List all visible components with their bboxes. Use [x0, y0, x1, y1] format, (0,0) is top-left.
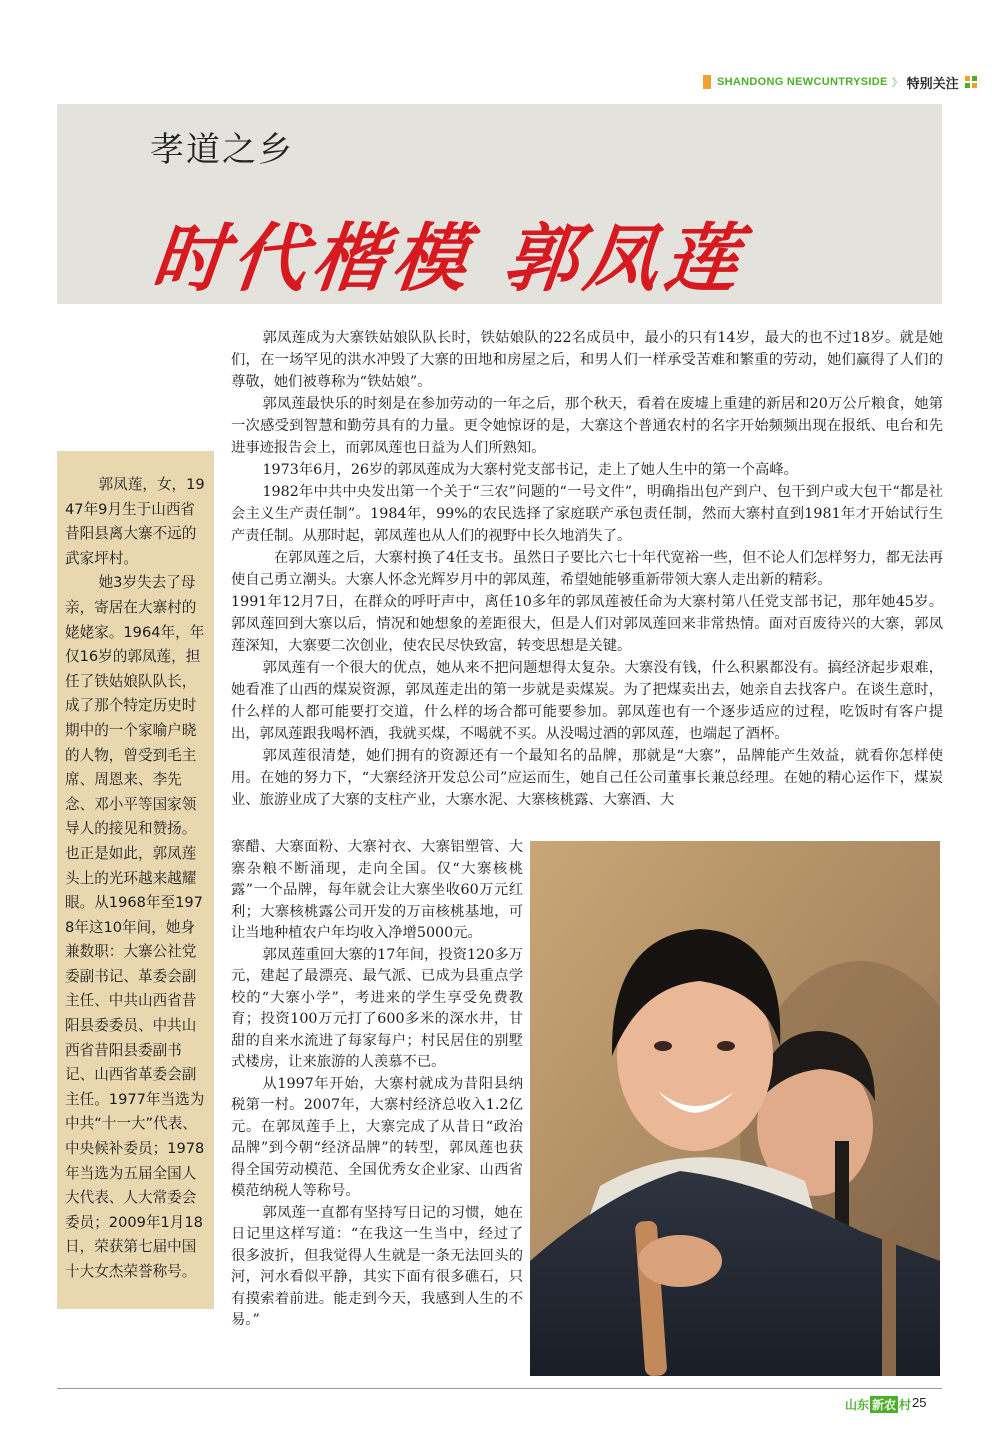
article-paragraph: 郭凤莲重回大寨的17年间，投资120多万元，建起了最漂亮、最气派、已成为县重点学校的“大寨小学”，考进来的学生享受免费教育；投资100万元打了600多米的深水井，甘甜的自来水流进了每家每户；村民居住的别墅式楼房，让来旅游的人羡慕不已。 [231, 946, 523, 1070]
article-title: 时代楷模 郭凤莲 [147, 216, 749, 302]
header-square-icon [703, 75, 711, 89]
article-body [231, 327, 943, 811]
article-paragraph: 郭凤莲有一个很大的优点，她从来不把问题想得太复杂。大寨没有钱，什么积累都没有。搞经济起步艰难，她看准了山西的煤炭资源，郭凤莲走出的第一步就是卖煤炭。为了把煤卖出去，她亲自去找客户。在谈生意时，什么样的人都可能要打交道，什么样的场合都可能要参加。郭凤莲也有一个逐步适应的过程，吃饭时有客户提出，郭凤莲跟我喝杯酒，我就买煤，不喝就不买。从没喝过酒的郭凤莲，也端起了酒杯。 [231, 660, 943, 742]
chevrons-icon: 》 [891, 76, 903, 89]
logo-text-a: 山东 [845, 1398, 870, 1412]
article-paragraph: 郭凤莲一直都有坚持写日记的习惯，她在日记里这样写道：“在我这一生当中，经过了很多波折，但我觉得人生就是一条无法回头的河，河水看似平静，其实下面有很多礁石，只有摸索着前进。能走到今天，我感到人生的不易。” [231, 1204, 523, 1328]
footer-rule [57, 1388, 942, 1389]
article-paragraph: 郭凤莲最快乐的时刻是在参加劳动的一年之后，那个秋天，看着在废墟上重建的新居和20万公斤粮食，她第一次感受到智慧和勤劳具有的力量。更令她惊讶的是，大寨这个普通农村的名字开始频频出现在报纸、电台和先进事迹报告会上，而郭凤莲也日益为人们所熟知。 [231, 396, 943, 456]
article-paragraph: 郭凤莲成为大寨铁姑娘队队长时，铁姑娘队的22名成员中，最小的只有14岁，最大的也不过18岁。就是她们，在一场罕见的洪水冲毁了大寨的田地和房屋之后，和男人们一样承受苦难和繁重的劳动，她们赢得了人们的尊敬，她们被尊称为“铁姑娘”。 [231, 330, 943, 390]
checker-deco-icon [965, 76, 977, 88]
article-paragraph: 1973年6月，26岁的郭凤莲成为大寨村党支部书记，走上了她人生中的第一个高峰。 [262, 462, 798, 478]
bio-sidebar [57, 451, 214, 1309]
bio-paragraph: 她3岁失去了母亲，寄居在大寨村的姥姥家。1964年，年仅16岁的郭凤莲，担任了铁姑娘队队长，成了那个特定历史时期中的一个家喻户晓的人物，曾受到毛主席、周恩来、李先念、邓小平等国家领导人的接见和赞扬。也正是如此，郭凤莲头上的光环越来越耀眼。从1968年至1978年这10年间，她身兼数职：大寨公社党委副书记、革委会副主任、中共山西省昔阳县委委员、中共山西省昔阳县委副书记、山西省革委会副主任。1977年当选为中共“十一大”代表、中央候补委员；1978年当选为五届全国人大代表、人大常委会委员；2009年1月18日，荣获第七届中国十大女杰荣誉称号。 [65, 574, 205, 1280]
article-paragraph: 寨醋、大寨面粉、大寨衬衣、大寨铝塑管、大寨杂粮不断涌现，走向全国。仅“大寨核桃露”一个品牌，每年就会让大寨坐收60万元红利；大寨核桃露公司开发的万亩核桃基地，可让当地种植农户年均收入净增5000元。 [231, 839, 523, 941]
article-paragraph: 从1997年开始，大寨村就成为昔阳县纳税第一村。2007年，大寨村经济总收入1.2亿元。在郭凤莲手上，大寨完成了从昔日“政治品牌”到今朝“经济品牌”的转型，郭凤莲也获得全国劳动模范、全国优秀女企业家、山西省模范纳税人等称号。 [231, 1075, 523, 1199]
title-panel [57, 104, 942, 304]
section-name-cn: 特别关注 [906, 76, 959, 92]
article-body-continued [231, 837, 523, 1332]
logo-text-c: 村 [899, 1398, 912, 1412]
article-paragraph: 郭凤莲很清楚，她们拥有的资源还有一个最知名的品牌，那就是“大寨”，品牌能产生效益，就看你怎样使用。在她的努力下，“大寨经济开发总公司”应运而生，她自己任公司董事长兼总经理。在她的精心运作下，煤炭业、旅游业成了大寨的支柱产业，大寨水泥、大寨核桃露、大寨酒、大 [231, 748, 943, 808]
page-number: 25 [912, 1395, 927, 1410]
iron-girls-photo [530, 841, 940, 1376]
bio-paragraph: 郭凤莲，女，1947年9月生于山西省昔阳县离大寨不远的武家坪村。 [65, 476, 205, 567]
article-paragraph: 1982年中共中央发出第一个关于“三农”问题的“一号文件”，明确指出包产到户、包干到户或大包干“都是社会主义生产责任制”。1984年，99%的农民选择了家庭联产承包责任制，然而大寨村直到1981年才开始试行生产责任制。从那时起，郭凤莲也从人们的视野中长久地消失了。 [231, 484, 943, 544]
section-name-en: SHANDONG NEWCUNTRYSIDE [717, 76, 888, 88]
article-paragraph: 在郭凤莲之后，大寨村换了4任支书。虽然日子要比六七十年代宽裕一些，但不论人们怎样努力，都无法再使自己勇立潮头。大寨人怀念光辉岁月中的郭凤莲，希望她能够重新带领大寨人走出新的精彩。 [231, 550, 943, 588]
article-paragraph: 1991年12月7日，在群众的呼吁声中，离任10多年的郭凤莲被任命为大寨村第八任党支部书记，那年她45岁。郭凤莲回到大寨以后，情况和她想象的差距很大，但是人们对郭凤莲回来非常热情。面对百废待兴的大寨，郭凤莲深知，大寨要二次创业，使农民尽快致富，转变思想是关键。 [231, 594, 943, 654]
section-header [703, 72, 977, 92]
logo-text-b: 新农 [872, 1398, 897, 1412]
magazine-logo [845, 1396, 911, 1413]
article-subtitle: 孝道之乡 [150, 130, 294, 170]
